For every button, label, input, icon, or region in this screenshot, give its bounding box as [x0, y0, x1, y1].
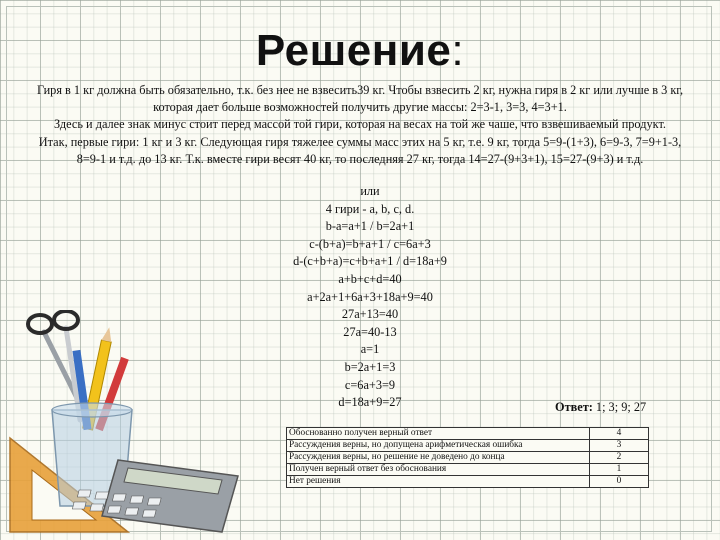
answer-label: Ответ: [555, 400, 593, 414]
points-cell: 3 [590, 440, 649, 452]
equation-line: c=6a+3=9 [344, 377, 396, 392]
equation-line: или [360, 184, 380, 198]
equation-line: a+b+c+d=40 [338, 271, 402, 286]
points-cell: 2 [590, 452, 649, 464]
page-title [0, 26, 720, 76]
equation-line: b-a=a+1 / b=2a+1 [325, 219, 415, 234]
table-row [287, 452, 649, 464]
table-row [287, 440, 649, 452]
title-text: Решение [255, 26, 452, 75]
criterion-cell: Обоснованно получен верный ответ [287, 428, 590, 440]
equation-line: 27a=40-13 [343, 324, 397, 339]
points-cell: 0 [590, 476, 649, 488]
grading-table [286, 427, 649, 488]
criterion-cell: Нет решения [287, 476, 590, 488]
criterion-cell: Получен верный ответ без обоснования [287, 464, 590, 476]
criterion-cell: Рассуждения верны, но решение не доведено до конца [287, 452, 590, 464]
equation-line: c-(b+a)=b+a+1 / c=6a+3 [309, 236, 431, 251]
paragraph: Итак, первые гири: 1 кг и 3 кг. Следующая гиря тяжелее суммы масс этих на 5 кг, т.е. 9 кг, тогда 5=9-(1+3), 6=9-3, 7=9+1-3, 8=9-1 и т.д. до 13 кг. Т.к. вместе гири весят 40 кг, то последняя 27 кг, тогда 14=27-(9+3+1), 15=27-(9+3) и т.д. [38, 134, 682, 166]
equation-line: d-(c+b+a)=c+b+a+1 / d=18a+9 [293, 254, 447, 269]
equation-line: b=2a+1=3 [344, 359, 396, 374]
stationery-illustration [0, 310, 250, 540]
table-row [287, 428, 649, 440]
equation-line: d=18a+9=27 [338, 395, 402, 410]
equation-line: 27a+13=40 [341, 307, 399, 322]
answer-value: 1; 3; 9; 27 [595, 400, 647, 414]
solution-text [30, 82, 690, 168]
table-row [287, 464, 649, 476]
equation-line: 4 гири - a, b, c, d. [325, 201, 415, 216]
table-row [287, 476, 649, 488]
equation-line: a=1 [360, 342, 380, 357]
paragraph: Гиря в 1 кг должна быть обязательно, т.к. без нее не взвесить39 кг. Чтобы взвесить 2 кг, нужна гиря в 2 кг или лучше в 3 кг, которая дает больше возможностей получить другие массы: 2=3-1, 3=3, 4=3+1. [36, 83, 684, 115]
equation-block [270, 183, 470, 412]
points-cell: 1 [590, 464, 649, 476]
equation-line: a+2a+1+6a+3+18a+9=40 [307, 289, 433, 304]
title-colon: : [451, 26, 465, 75]
criterion-cell: Рассуждения верны, но допущена арифметическая ошибка [287, 440, 590, 452]
points-cell: 4 [590, 428, 649, 440]
answer [555, 400, 646, 415]
paragraph: Здесь и далее знак минус стоит перед массой той гири, которая на весах на той же чаше, что взвешиваемый продукт. [54, 117, 666, 132]
